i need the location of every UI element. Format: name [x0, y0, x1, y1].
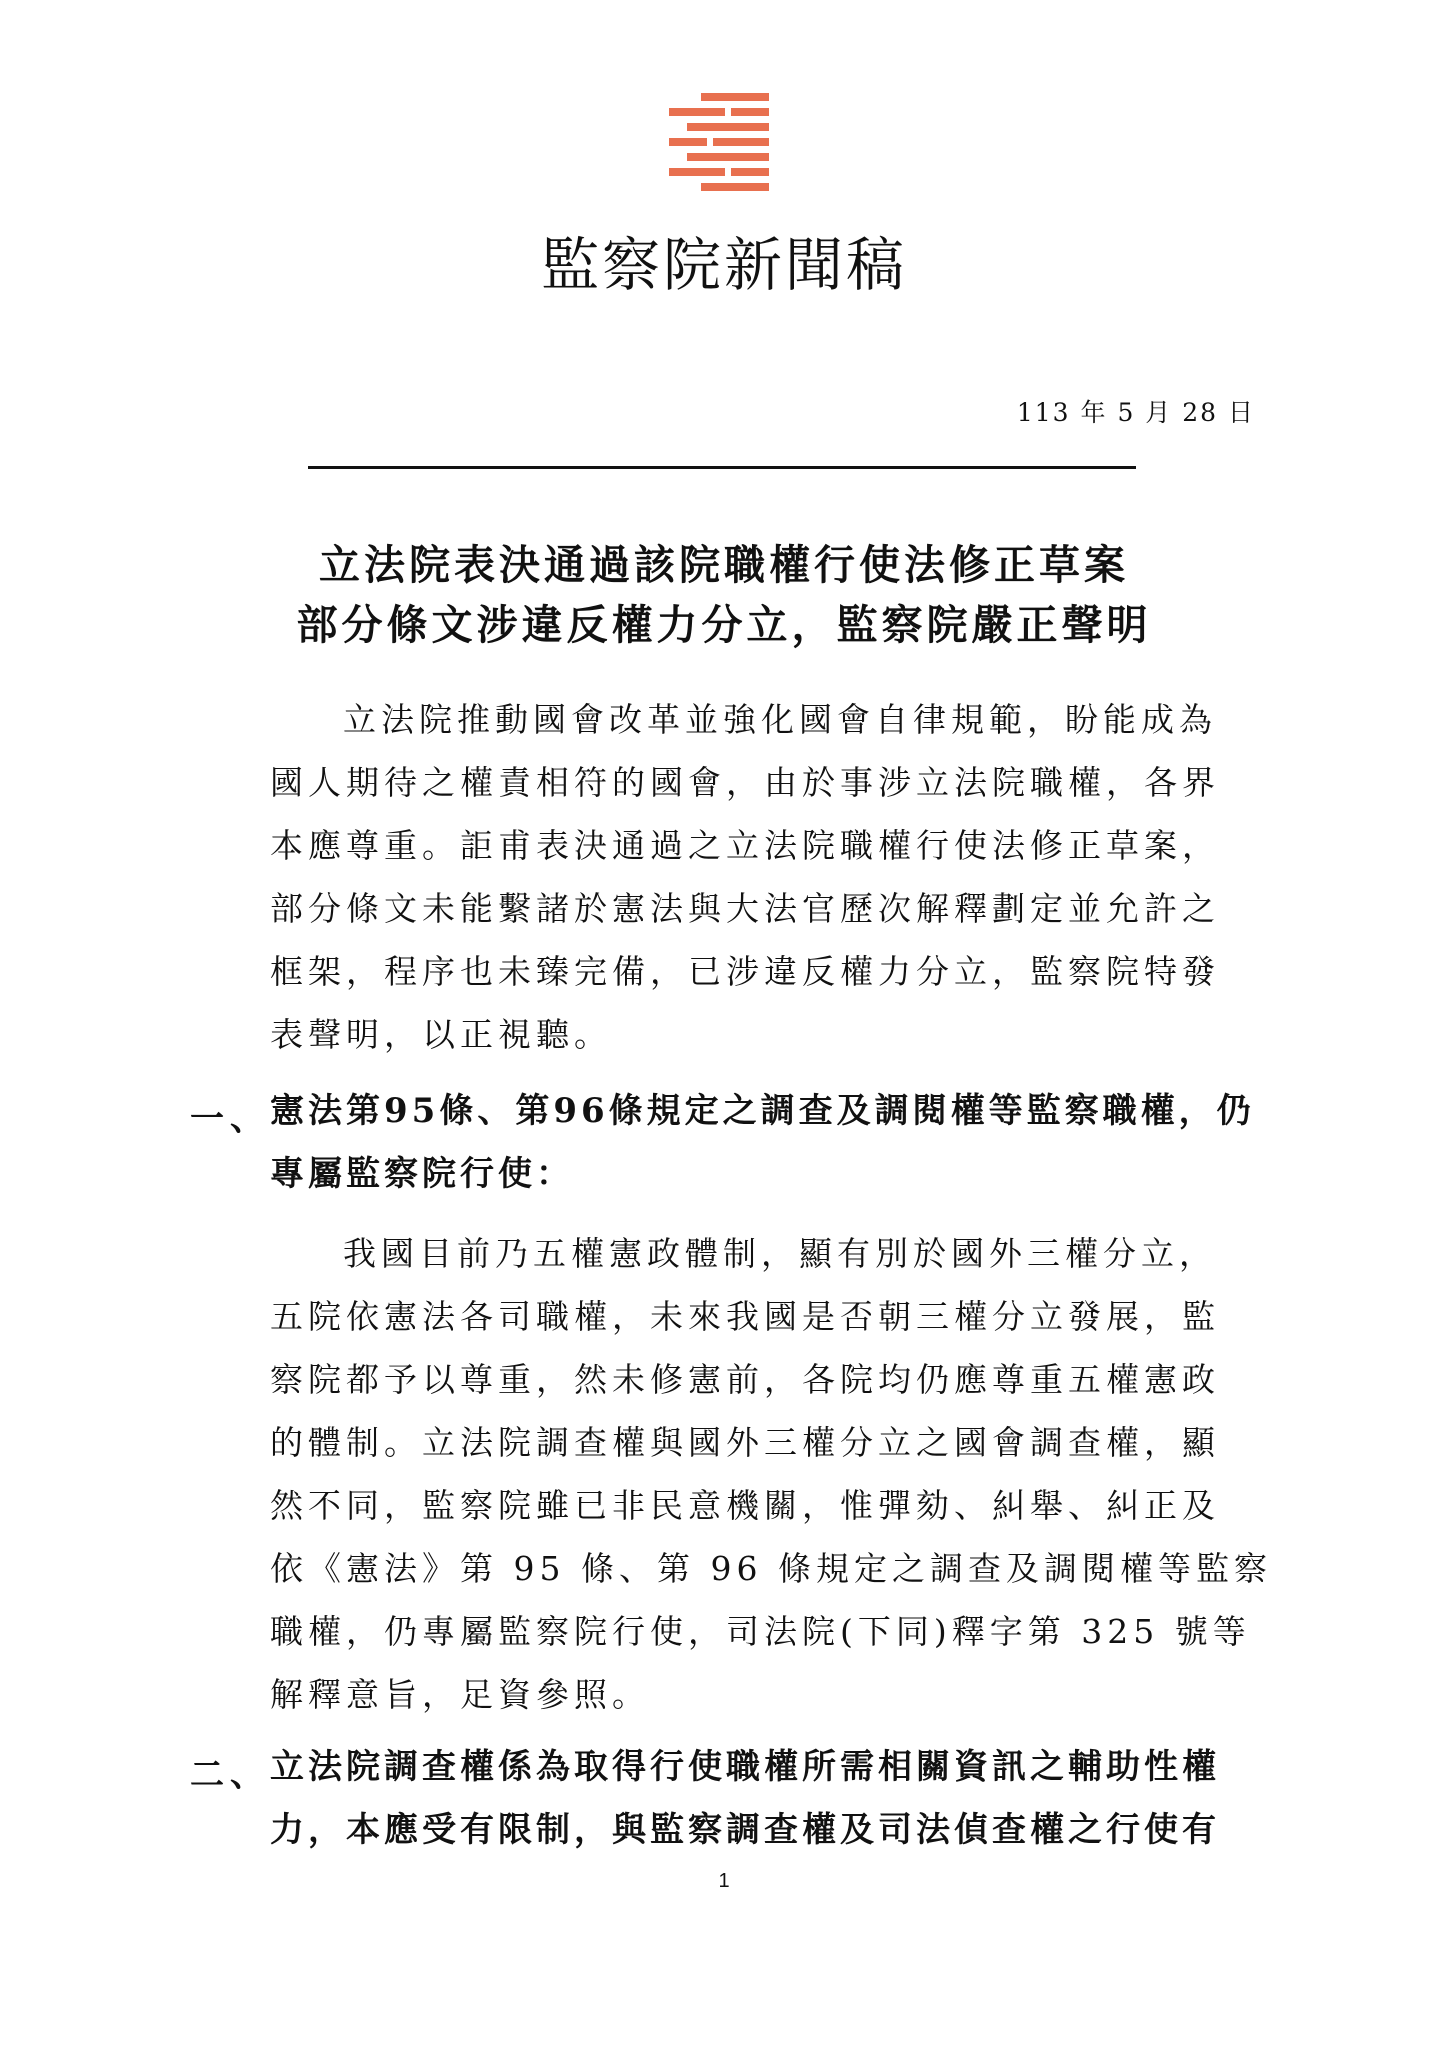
section-body-line: 解釋意旨，足資參照。: [270, 1675, 650, 1714]
intro-line: 本應尊重。詎甫表決通過之立法院職權行使法修正草案，: [270, 826, 1220, 865]
header-divider: [308, 466, 1136, 469]
section-body-line: 依《憲法》第 95 條、第 96 條規定之調查及調閱權等監察: [270, 1549, 1272, 1588]
section-body-line: 察院都予以尊重，然未修憲前，各院均仍應尊重五權憲政: [270, 1360, 1220, 1399]
intro-line: 表聲明，以正視聽。: [270, 1015, 612, 1054]
section-body-line: 的體制。立法院調查權與國外三權分立之國會調查權，顯: [270, 1423, 1220, 1462]
org-title: 監察院新聞稿: [540, 231, 907, 299]
intro-line: 國人期待之權責相符的國會，由於事涉立法院職權，各界: [270, 763, 1220, 802]
logo-stripes-icon: [669, 93, 769, 195]
section-title-line: 憲法第95條、第96條規定之調查及調閱權等監察職權，仍: [270, 1091, 1255, 1131]
intro-line: 立法院推動國會改革並強化國會自律規範，盼能成為: [343, 700, 1217, 739]
page-number: 1: [718, 1870, 730, 1892]
section-body-line: 我國目前乃五權憲政體制，顯有別於國外三權分立，: [343, 1234, 1217, 1273]
section-title-line: 專屬監察院行使：: [270, 1154, 574, 1194]
section-2-title: [270, 1736, 1270, 1862]
control-yuan-logo: [669, 93, 769, 195]
headline-line-1: 立法院表決通過該院職權行使法修正草案: [319, 541, 1129, 589]
intro-paragraph: [270, 688, 1270, 1066]
section-1-title: [270, 1080, 1270, 1206]
section-1-number: 一、: [190, 1099, 270, 1139]
headline-line-2: 部分條文涉違反權力分立，監察院嚴正聲明: [296, 601, 1152, 649]
intro-line: 框架，程序也未臻完備，已涉違反權力分立，監察院特發: [270, 952, 1220, 991]
section-body-line: 職權，仍專屬監察院行使，司法院(下同)釋字第 325 號等: [270, 1612, 1251, 1651]
section-2-number: 二、: [190, 1755, 270, 1795]
release-date: 113 年 5 月 28 日: [1016, 398, 1255, 427]
section-title-line: 力，本應受有限制，與監察調查權及司法偵查權之行使有: [270, 1810, 1220, 1850]
section-body-line: 五院依憲法各司職權，未來我國是否朝三權分立發展，監: [270, 1297, 1220, 1336]
section-body-line: 然不同，監察院雖已非民意機關，惟彈劾、糾舉、糾正及: [270, 1486, 1220, 1525]
section-1-body: [270, 1222, 1270, 1726]
section-title-line: 立法院調查權係為取得行使職權所需相關資訊之輔助性權: [270, 1747, 1220, 1787]
intro-line: 部分條文未能繫諸於憲法與大法官歷次解釋劃定並允許之: [270, 889, 1220, 928]
